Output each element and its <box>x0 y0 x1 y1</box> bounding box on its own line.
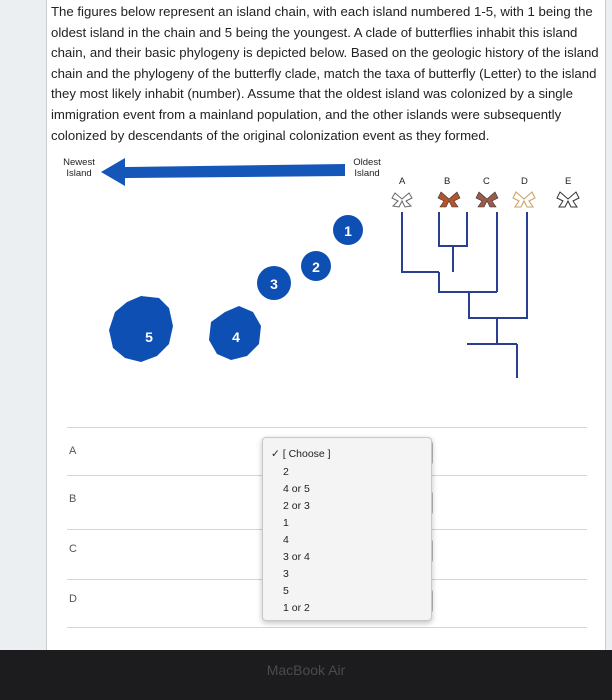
taxon-label-c: C <box>483 176 490 187</box>
butterfly-d-icon <box>513 192 535 207</box>
svg-text:3: 3 <box>270 276 278 292</box>
row-letter-c: C <box>69 543 77 555</box>
row-letter-d: D <box>69 593 77 605</box>
dropdown-selected-label: [ Choose ] <box>282 448 331 460</box>
taxon-label-b: B <box>444 176 451 187</box>
dropdown-option[interactable]: 3 <box>283 568 289 580</box>
dropdown-option[interactable]: 2 <box>283 466 289 478</box>
butterfly-b-icon <box>438 192 460 207</box>
dropdown-option[interactable]: 2 or 3 <box>283 500 310 512</box>
row-letter-b: B <box>69 493 77 505</box>
taxon-label-e: E <box>565 176 572 187</box>
svg-text:2: 2 <box>312 259 320 275</box>
island-4 <box>209 306 261 360</box>
dropdown-option[interactable]: 3 or 4 <box>283 551 310 563</box>
dropdown-option[interactable]: 1 or 2 <box>283 602 310 614</box>
dropdown-option[interactable]: 5 <box>283 585 289 597</box>
oldest-island-label: Oldest Island <box>353 157 381 179</box>
taxon-label-d: D <box>521 176 528 187</box>
row-divider <box>67 427 587 428</box>
svg-text:4: 4 <box>232 329 240 345</box>
butterfly-e-icon <box>557 192 579 207</box>
checkmark-icon: ✓ <box>271 448 280 460</box>
taxon-label-a: A <box>399 176 406 187</box>
phylogeny-tree <box>402 212 527 378</box>
answer-dropdown-menu[interactable] <box>262 437 432 621</box>
island-2 <box>301 251 331 281</box>
butterfly-a-icon <box>392 193 412 207</box>
newest-island-label: Newest Island <box>63 157 95 179</box>
island-1 <box>333 215 363 245</box>
device-label: MacBook Air <box>266 662 346 678</box>
butterfly-c-icon <box>476 192 498 207</box>
question-panel <box>46 0 606 425</box>
dropdown-option-choose[interactable] <box>271 448 331 460</box>
question-text: The figures below represent an island chain, with each island numbered 1-5, with 1 being the oldest island in the chain and 5 being the youngest. A clade of butterflies inhabit this island chain, and their basic phylogeny is depicted below. Based on the geologic history of the island chain and the phylogeny of the butterfly clade, match the taxa of butterfly (Letter) to the island they most likely inhabit (number). Assume that the oldest island was colonized by a single immigration event from a mainland population, and the other islands were subsequently colonized by descendants of the original colonization event as they formed. <box>51 4 599 143</box>
figure <box>47 0 605 425</box>
dropdown-option[interactable]: 4 <box>283 534 289 546</box>
svg-text:1: 1 <box>344 223 352 239</box>
dropdown-option[interactable]: 1 <box>283 517 289 529</box>
island-3 <box>257 266 291 300</box>
row-divider <box>67 627 587 628</box>
timeline-arrow <box>101 158 345 186</box>
dropdown-option[interactable]: 4 or 5 <box>283 483 310 495</box>
island-5 <box>109 296 173 362</box>
svg-text:5: 5 <box>145 329 153 345</box>
row-letter-a: A <box>69 445 77 457</box>
